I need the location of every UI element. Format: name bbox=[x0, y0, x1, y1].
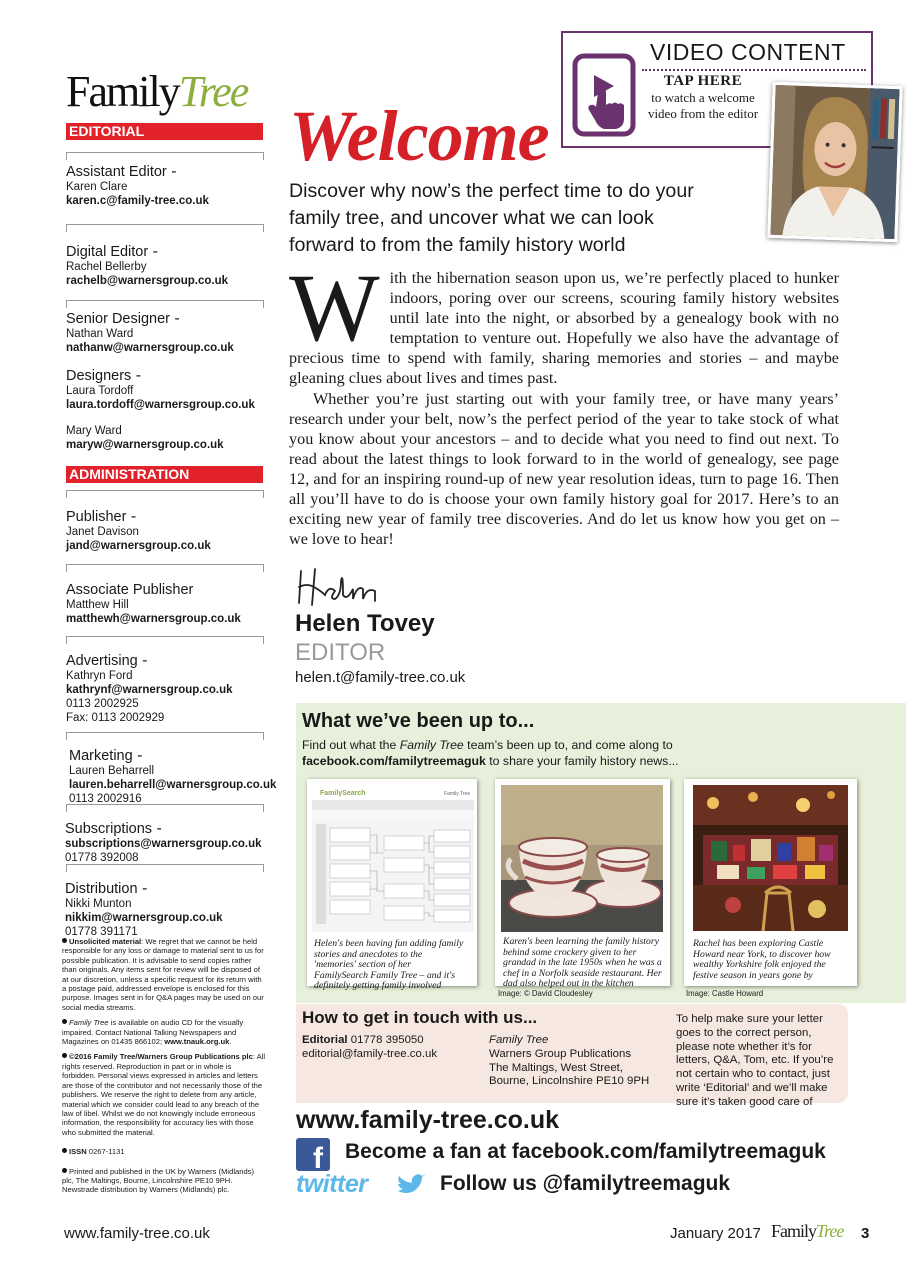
staff-email[interactable]: maryw@warnersgroup.co.uk bbox=[66, 438, 224, 451]
card-caption: Rachel has been exploring Castle Howard near York, to discover how wealthy Yorkshire folk enjoyed the festive season in years gone by bbox=[693, 938, 831, 981]
welcome-heading: Welcome bbox=[289, 96, 549, 176]
page-number: 3 bbox=[861, 1225, 870, 1242]
staff-role-dash: - bbox=[137, 652, 148, 669]
staff-role: Subscriptions bbox=[65, 821, 153, 837]
staff-role: Marketing bbox=[69, 748, 133, 764]
fineprint-text: : All rights reserved. Reproduction in part or in whole is forbidden. Personal views expressed in articles and letters are those of the contributor and not necessarily those of the publishers. We reserve the right to delete from any article, material which we consider could lead to any breach of the law of libel. Whilst we do not knowingly include erroneous information, the responsibility for accuracy lies with those who submitted the material. bbox=[62, 1052, 266, 1137]
staff-role-dash: - bbox=[166, 163, 177, 180]
staff-email[interactable]: nathanw@warnersgroup.co.uk bbox=[66, 342, 234, 355]
footer-logo bbox=[771, 1221, 843, 1242]
bullet-icon bbox=[62, 1148, 67, 1153]
staff-email[interactable]: rachelb@warnersgroup.co.uk bbox=[66, 275, 229, 288]
contact-title: How to get in touch with us... bbox=[302, 1008, 538, 1027]
editorial-contact-label: Editorial bbox=[302, 1034, 348, 1046]
editor-name: Helen Tovey bbox=[295, 610, 435, 637]
staff-phone: 01778 391171 bbox=[65, 925, 138, 938]
staff-entry bbox=[66, 425, 281, 453]
staff-fax: Fax: 0113 2002929 bbox=[66, 711, 165, 724]
tnauk-link[interactable]: www.tnauk.org.uk bbox=[164, 1037, 230, 1047]
staff-name: Mary Ward bbox=[66, 425, 122, 437]
staff-name: Lauren Beharrell bbox=[69, 765, 155, 778]
image-credit: Image: © David Cloudesley bbox=[498, 989, 593, 998]
staff-email[interactable]: laura.tordoff@warnersgroup.co.uk bbox=[66, 399, 255, 412]
staff-email[interactable]: nikkim@warnersgroup.co.uk bbox=[65, 912, 223, 925]
staff-role-dash: - bbox=[132, 747, 143, 764]
staff-phone: 01778 392008 bbox=[65, 852, 139, 865]
editorial-label: EDITORIAL bbox=[66, 123, 263, 140]
editorial-contact bbox=[302, 1034, 482, 1062]
facebook-fan-text[interactable]: Become a fan at facebook.com/familytreemaguk bbox=[345, 1140, 826, 1163]
image-credit: Image: Castle Howard bbox=[686, 989, 764, 998]
legal-fineprint bbox=[62, 937, 267, 1201]
editor-signature bbox=[295, 565, 385, 610]
divider bbox=[66, 224, 264, 232]
staff-entry bbox=[66, 309, 281, 356]
video-content-title: VIDEO CONTENT bbox=[650, 39, 846, 65]
intro-text: Find out what the bbox=[302, 738, 400, 752]
bullet-icon bbox=[62, 1168, 67, 1173]
staff-name: Karen Clare bbox=[66, 181, 128, 194]
address-line: The Maltings, West Street, bbox=[489, 1061, 623, 1074]
staff-email[interactable]: matthewh@warnersgroup.co.uk bbox=[66, 613, 241, 626]
been-up-to-title: What we’ve been up to... bbox=[302, 710, 535, 732]
intro-italic: Family Tree bbox=[399, 738, 464, 752]
staff-name: Nathan Ward bbox=[66, 328, 134, 341]
staff-role-dash: - bbox=[137, 880, 148, 897]
fineprint-italic: Family Tree bbox=[69, 1018, 109, 1028]
staff-entry bbox=[66, 651, 281, 726]
logo-tree-text: Tree bbox=[178, 67, 248, 116]
footer-logo-tree: Tree bbox=[816, 1221, 844, 1241]
address-italic: Family Tree bbox=[489, 1034, 549, 1046]
footer-issue: January 2017 bbox=[670, 1225, 761, 1242]
staff-role: Designers bbox=[66, 368, 132, 384]
drop-cap: W bbox=[289, 254, 380, 361]
staff-role: Associate Publisher bbox=[66, 582, 194, 598]
staff-role-dash: - bbox=[126, 508, 137, 525]
staff-role: Assistant Editor bbox=[66, 164, 167, 180]
screenshot-tab: Family Tree bbox=[444, 791, 471, 797]
administration-label: ADMINISTRATION bbox=[66, 466, 263, 483]
staff-name: Rachel Bellerby bbox=[66, 261, 147, 274]
contact-note: To help make sure your letter goes to the correct person, please note whether it’s for letters, Q&A, Tom, etc. If you’re not certain who to contact, just write ‘Editorial’ and we’ll make sure it’s taken good care of bbox=[676, 1013, 834, 1108]
postal-address bbox=[489, 1034, 669, 1089]
article-body bbox=[289, 254, 839, 549]
website-link[interactable]: www.family-tree.co.uk bbox=[296, 1106, 560, 1134]
card-caption: Helen's been having fun adding family stories and anecdotes to the 'memories' section of her FamilySearch Family Tree – and it's definitely getting family involved bbox=[314, 938, 464, 991]
staff-role: Senior Designer bbox=[66, 311, 170, 327]
fineprint-text: Printed and published in the UK by Warners (Midlands) plc, The Maltings, Bourne, Lincolnshire PE10 9PH. Newstrade distribution by Warners (Midlands) plc. bbox=[62, 1166, 255, 1195]
editor-photo bbox=[767, 82, 902, 242]
been-up-to-intro bbox=[302, 738, 902, 769]
fineprint-heading: ©2016 Family Tree/Warners Group Publications plc bbox=[69, 1052, 253, 1062]
staff-entry bbox=[65, 819, 280, 866]
address-line: Bourne, Lincolnshire PE10 9PH bbox=[489, 1075, 650, 1088]
family-tree-logo bbox=[66, 67, 248, 116]
staff-role: Digital Editor bbox=[66, 244, 149, 260]
crockery-photo bbox=[501, 785, 663, 932]
staff-entry bbox=[66, 242, 281, 289]
editor-role: EDITOR bbox=[295, 639, 386, 666]
staff-role: Publisher bbox=[66, 509, 127, 525]
paragraph-text: ith the hibernation season upon us, we’re perfectly placed to hunker indoors, poring over our screens, scouring family history websites until late into the night, or absorbed by a genealogy book with no temptation to venture out. Hopefully we also have the advantage of precious time to spend with family, sharing memories and stories – and maybe gleaning clues about lives and times past. bbox=[289, 269, 839, 388]
staff-name: Nikki Munton bbox=[65, 898, 132, 911]
footer-url[interactable]: www.family-tree.co.uk bbox=[64, 1225, 210, 1242]
staff-entry bbox=[66, 162, 281, 209]
divider bbox=[66, 152, 264, 160]
facebook-icon[interactable] bbox=[296, 1138, 330, 1171]
twitter-logo[interactable] bbox=[296, 1170, 368, 1199]
logo-family-text: Family bbox=[66, 67, 179, 116]
divider bbox=[66, 864, 264, 872]
staff-role-dash: - bbox=[169, 310, 180, 327]
article-paragraph bbox=[289, 254, 839, 389]
staff-role-dash: - bbox=[131, 367, 142, 384]
intro-standfirst: Discover why now’s the perfect time to do your family tree, and uncover what we can look forward to from the family history world bbox=[289, 180, 694, 256]
staff-role: Distribution bbox=[65, 881, 138, 897]
familysearch-screenshot bbox=[312, 784, 474, 932]
editor-email[interactable]: helen.t@family-tree.co.uk bbox=[295, 669, 466, 686]
staff-email[interactable]: lauren.beharrell@warnersgroup.co.uk bbox=[69, 779, 277, 792]
video-tap-icon[interactable] bbox=[572, 53, 636, 137]
screenshot-brand: FamilySearch bbox=[320, 790, 366, 797]
intro-text: to share your family history news... bbox=[485, 753, 679, 768]
staff-role-dash: - bbox=[152, 820, 162, 837]
staff-email[interactable]: jand@warnersgroup.co.uk bbox=[66, 540, 211, 553]
intro-text: team’s been up to, and come along to bbox=[463, 738, 673, 752]
fineprint-text: is available on audio CD for the visually impaired. Contact National Talking Newspapers and Magazines on 01435 866102; bbox=[62, 1018, 244, 1047]
staff-entry bbox=[65, 879, 280, 940]
divider bbox=[66, 804, 264, 812]
staff-entry bbox=[69, 746, 284, 807]
bullet-icon bbox=[62, 1019, 67, 1024]
divider bbox=[66, 300, 264, 308]
castle-howard-photo bbox=[693, 785, 848, 931]
address-line: Warners Group Publications bbox=[489, 1047, 632, 1060]
editorial-email[interactable]: editorial@family-tree.co.uk bbox=[302, 1047, 438, 1060]
footer-logo-family: Family bbox=[771, 1221, 817, 1241]
staff-entry bbox=[66, 366, 281, 413]
staff-email[interactable]: subscriptions@warnersgroup.co.uk bbox=[65, 838, 262, 851]
video-description: to watch a welcome video from the editor bbox=[647, 90, 759, 121]
twitter-follow-text[interactable]: Follow us @familytreemaguk bbox=[440, 1172, 731, 1195]
divider bbox=[66, 732, 264, 740]
divider bbox=[66, 564, 264, 572]
staff-entry bbox=[66, 580, 281, 627]
staff-role: Advertising bbox=[66, 653, 138, 669]
staff-name: Matthew Hill bbox=[66, 599, 129, 612]
fineprint-heading: ISSN bbox=[69, 1147, 87, 1157]
staff-name: Laura Tordoff bbox=[66, 385, 134, 398]
issn-value: 0267-1131 bbox=[86, 1147, 125, 1157]
dotted-divider bbox=[642, 69, 866, 71]
card-caption: Karen's been learning the family history behind some crockery given to her grandad in the late 1950s when he was a chef in a Norfolk seaside restaurant. Her dad also helped out in the kitchen bbox=[503, 936, 662, 989]
staff-phone: 0113 2002916 bbox=[69, 792, 142, 805]
bullet-icon bbox=[62, 938, 67, 943]
bullet-icon bbox=[62, 1053, 67, 1058]
twitter-bird-icon bbox=[396, 1173, 426, 1197]
twitter-wordmark: twitter bbox=[296, 1170, 368, 1198]
staff-entry bbox=[66, 507, 281, 554]
facebook-link[interactable]: facebook.com/familytreemaguk bbox=[302, 753, 486, 768]
fineprint-heading: Unsolicited material bbox=[69, 937, 142, 946]
fineprint-text: . bbox=[229, 1037, 232, 1047]
article-paragraph: Whether you’re just starting out with your family tree, or have many years’ research under your belt, now’s the perfect period of the year to take stock of what you know about your ancestors – and to decide what you need to find out next. To read about the latest things to look forward to in the world of genealogy, see page 12, and for an inspiring round-up of new year resolution ideas, turn to page 16. Then all you’ll have to do is choose your own family history goal for 2017. Here’s to an exciting new year of family tree discoveries. And do let us know how you get on – we love to hear! bbox=[289, 389, 839, 549]
tap-here-label[interactable]: TAP HERE bbox=[663, 73, 743, 89]
signature-text: Helen bbox=[295, 565, 298, 566]
staff-email[interactable]: kathrynf@warnersgroup.co.uk bbox=[66, 684, 233, 697]
staff-role-dash: - bbox=[148, 243, 158, 260]
fineprint-text: : We regret that we cannot be held responsible for any loss or damage to material sent to us for possible publication. It is advisable to send copies rather than originals. Any items sent for review will be disposed of at our discretion, unless a specific request for its return with a postage paid, addressed envelope is enclosed for this purpose. Images sent in for Q&A pages may be used on our social media streams. bbox=[62, 937, 264, 1012]
divider bbox=[66, 490, 264, 498]
staff-phone: 0113 2002925 bbox=[66, 697, 139, 710]
staff-name: Kathryn Ford bbox=[66, 670, 133, 683]
divider bbox=[66, 636, 264, 644]
staff-name: Janet Davison bbox=[66, 526, 139, 539]
staff-email[interactable]: karen.c@family-tree.co.uk bbox=[66, 195, 209, 208]
editorial-phone[interactable]: 01778 395050 bbox=[347, 1034, 424, 1046]
facebook-icon-glyph: f bbox=[313, 1142, 323, 1171]
